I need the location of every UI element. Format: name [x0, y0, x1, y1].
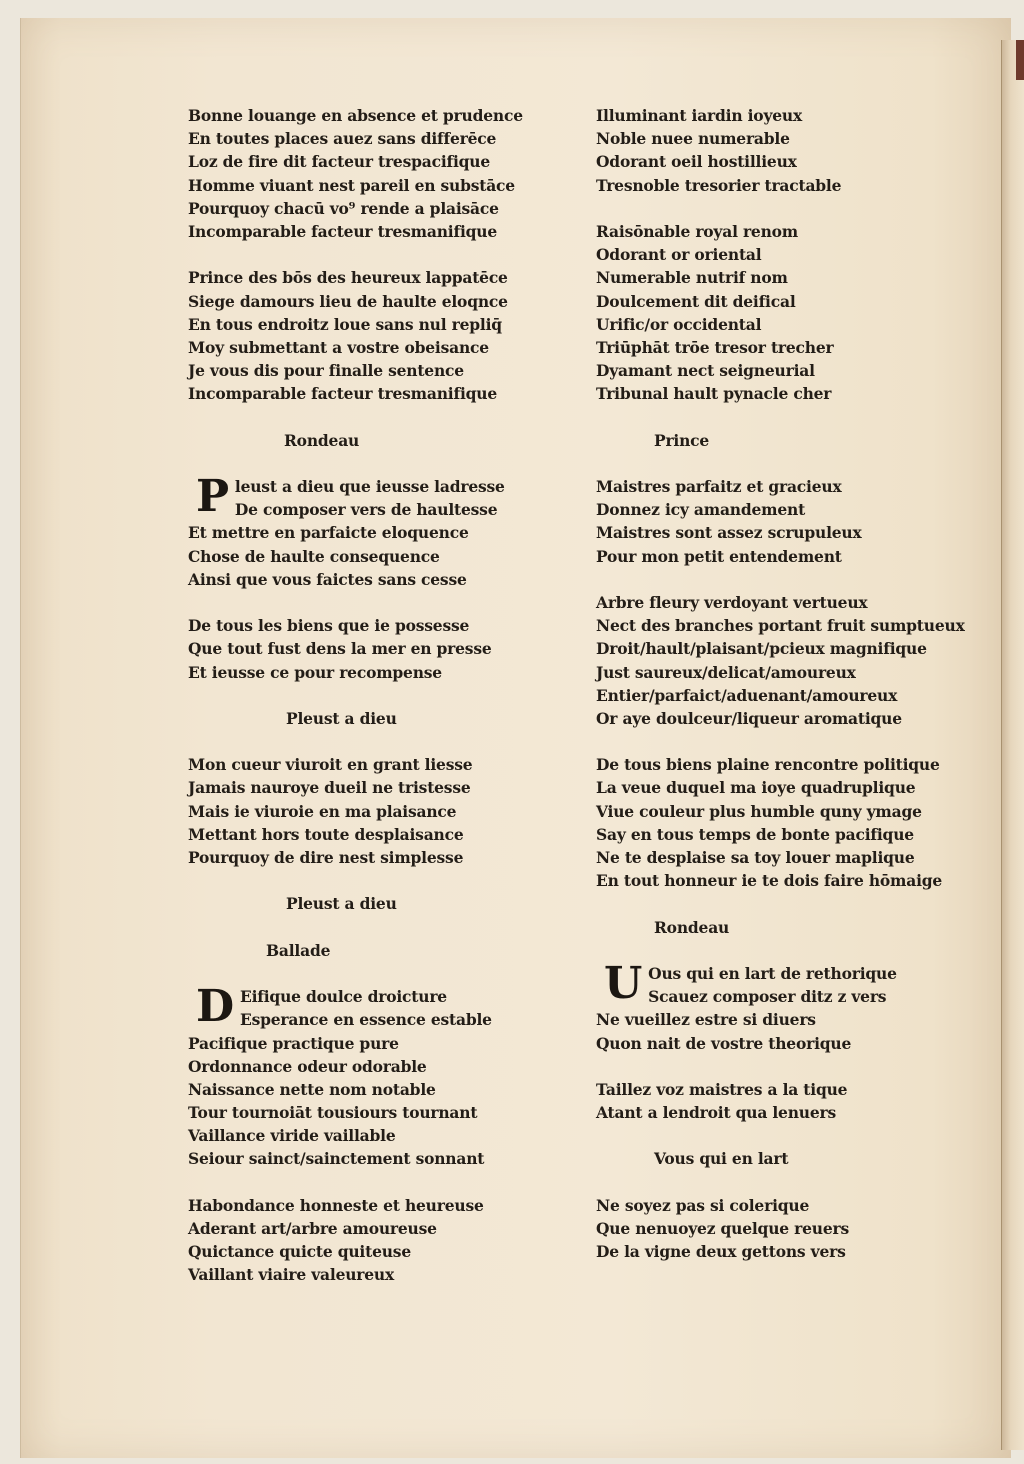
- verse-line: Pacifique practique pure: [188, 1033, 399, 1053]
- verse-line: Entier/parfaict/aduenant/amoureux: [596, 685, 898, 705]
- verse-line: Ne te desplaise sa toy louer maplique: [596, 848, 915, 867]
- facing-page-edge: [1001, 40, 1024, 1450]
- verse-line: Mais ie viuroie en ma plaisance: [188, 801, 457, 821]
- verse-line: Loz de fire dit facteur trespacifique: [188, 152, 491, 172]
- verse-line: Prince des bōs des heureux lappatēce: [188, 268, 508, 288]
- verse-line: leust a dieu que ieusse ladresse: [234, 477, 505, 496]
- verse-line: Tresnoble tresorier tractable: [596, 175, 842, 195]
- verse-line: Pourquoy chacū vo⁹ rende a plaisāce: [188, 198, 499, 218]
- verse-line: Vaillant viaire valeureux: [188, 1265, 395, 1285]
- verse-line: Scauez composer ditz z vers: [648, 987, 887, 1007]
- verse-line: Pourquoy de dire nest simplesse: [188, 848, 464, 867]
- verse-line: Seiour sainct/sainctement sonnant: [188, 1149, 485, 1169]
- verse-line: Habondance honneste et heureuse: [188, 1195, 484, 1215]
- verse-line: De tous biens plaine rencontre politique: [596, 755, 940, 775]
- verse-line: Quon nait de vostre theorique: [596, 1033, 852, 1053]
- refrain-line: Pleust a dieu: [286, 708, 397, 728]
- ballade-stanza-1: [188, 981, 528, 1171]
- verse-line: Just saureux/delicat/amoureux: [596, 662, 856, 682]
- verse-line: Siege damours lieu de haulte eloqnce: [188, 291, 508, 311]
- verse-line: Dyamant nect seigneurial: [596, 361, 815, 381]
- verse-line: Eifique doulce droicture: [239, 987, 447, 1007]
- prince-stanza-1: [596, 475, 976, 568]
- verse-line: Droit/hault/plaisant/pcieux magnifique: [596, 639, 927, 659]
- refrain-line: Vous qui en lart: [654, 1149, 789, 1169]
- verse-line: Maistres parfaitz et gracieux: [596, 477, 842, 496]
- rondeau-stanza-3: [188, 753, 528, 869]
- verse-line: Naissance nette nom notable: [188, 1079, 436, 1099]
- verse-line: Raisōnable royal renom: [596, 221, 799, 241]
- verse-line: Ainsi que vous faictes sans cesse: [188, 569, 467, 589]
- ballade-stanza-2: [188, 1194, 528, 1287]
- left-stanza-1: [188, 104, 528, 243]
- verse-line: Ne vueillez estre si diuers: [596, 1010, 816, 1030]
- verse-line: Quictance quicte quiteuse: [188, 1242, 411, 1262]
- verse-line: La veue duquel ma ioye quadruplique: [596, 778, 916, 798]
- verse-line: Aderant art/arbre amoureuse: [188, 1219, 437, 1238]
- right-stanza-1: [596, 104, 976, 197]
- right-rondeau-stanza-1: [596, 957, 976, 1055]
- section-heading-rondeau: Rondeau: [654, 917, 730, 937]
- verse-line: Mon cueur viuroit en grant liesse: [188, 755, 473, 775]
- verse-line: Donnez icy amandement: [596, 500, 806, 520]
- verse-line: De composer vers de haultesse: [234, 500, 498, 520]
- verse-line: Say en tous temps de bonte pacifique: [596, 824, 914, 844]
- right-text-column: [596, 104, 976, 1263]
- verse-line: Homme viuant nest pareil en substāce: [188, 175, 515, 195]
- verse-line: Que nenuoyez quelque reuers: [596, 1219, 849, 1238]
- rondeau-stanza-2: [188, 614, 528, 684]
- verse-line: En toutes places auez sans differēce: [188, 129, 497, 149]
- left-text-column: [188, 104, 528, 1287]
- verse-line: Et mettre en parfaicte eloquence: [188, 523, 469, 543]
- verse-line: Je vous dis pour finalle sentence: [188, 361, 464, 381]
- verse-line: De tous les biens que ie possesse: [188, 616, 470, 636]
- verse-line: Ne soyez pas si colerique: [596, 1195, 810, 1215]
- section-heading-prince: Prince: [654, 430, 710, 450]
- verse-line: Odorant or oriental: [596, 245, 762, 265]
- verse-line: Maistres sont assez scrupuleux: [596, 523, 862, 543]
- verse-line: Ordonnance odeur odorable: [188, 1056, 427, 1076]
- prince-stanza-2: [596, 591, 976, 730]
- verse-line: Triūphāt trōe tresor trecher: [596, 337, 834, 357]
- verse-line: Tour tournoiāt tousiours tournant: [188, 1103, 478, 1123]
- verse-line: Chose de haulte consequence: [188, 546, 440, 566]
- drop-cap-initial: D: [196, 981, 234, 1033]
- verse-line: Doulcement dit deifical: [596, 291, 796, 311]
- verse-line: Jamais nauroye dueil ne tristesse: [188, 778, 471, 798]
- verse-line: Vaillance viride vaillable: [188, 1126, 396, 1146]
- verse-line: Incomparable facteur tresmanifique: [188, 384, 498, 404]
- verse-line: En tous endroitz loue sans nul repliq̄: [188, 314, 502, 334]
- verse-line: Urific/or occidental: [596, 314, 762, 334]
- verse-line: Incomparable facteur tresmanifique: [188, 221, 498, 241]
- verse-line: Numerable nutrif nom: [596, 268, 788, 288]
- section-heading-ballade: Ballade: [266, 940, 331, 960]
- verse-line: Arbre fleury verdoyant vertueux: [596, 592, 868, 612]
- drop-cap-initial: P: [196, 471, 229, 522]
- binding-edge: [1016, 40, 1024, 80]
- verse-line: Noble nuee numerable: [596, 129, 790, 149]
- verse-line: Que tout fust dens la mer en presse: [188, 639, 492, 659]
- verse-line: Atant a lendroit qua lenuers: [596, 1103, 837, 1123]
- left-stanza-2: [188, 266, 528, 405]
- prince-stanza-3: [596, 753, 976, 892]
- verse-line: De la vigne deux gettons vers: [596, 1242, 846, 1262]
- verse-line: Ous qui en lart de rethorique: [648, 963, 897, 983]
- verse-line: Bonne louange en absence et prudence: [188, 106, 523, 125]
- right-rondeau-stanza-3: [596, 1194, 976, 1264]
- verse-line: Taillez voz maistres a la tique: [596, 1079, 848, 1099]
- drop-cap-initial: U: [604, 957, 643, 1009]
- verse-line: En tout honneur ie te dois faire hōmaige: [596, 871, 943, 891]
- verse-line: Illuminant iardin ioyeux: [596, 106, 803, 125]
- verse-line: Esperance en essence estable: [239, 1010, 492, 1030]
- verse-line: Pour mon petit entendement: [596, 546, 842, 566]
- verse-line: Nect des branches portant fruit sumptueux: [596, 616, 965, 636]
- verse-line: Tribunal hault pynacle cher: [596, 384, 832, 404]
- right-rondeau-stanza-2: [596, 1078, 976, 1124]
- section-heading-rondeau: Rondeau: [284, 430, 360, 450]
- refrain-line: Pleust a dieu: [286, 894, 397, 914]
- right-stanza-2: [596, 220, 976, 406]
- verse-line: Viue couleur plus humble quny ymage: [596, 801, 922, 821]
- verse-line: Mettant hors toute desplaisance: [188, 824, 464, 844]
- verse-line: Moy submettant a vostre obeisance: [188, 337, 489, 357]
- rondeau-stanza-1: [188, 471, 528, 591]
- verse-line: Or aye doulceur/liqueur aromatique: [596, 708, 902, 728]
- verse-line: Odorant oeil hostillieux: [596, 152, 797, 172]
- verse-line: Et ieusse ce pour recompense: [188, 662, 442, 682]
